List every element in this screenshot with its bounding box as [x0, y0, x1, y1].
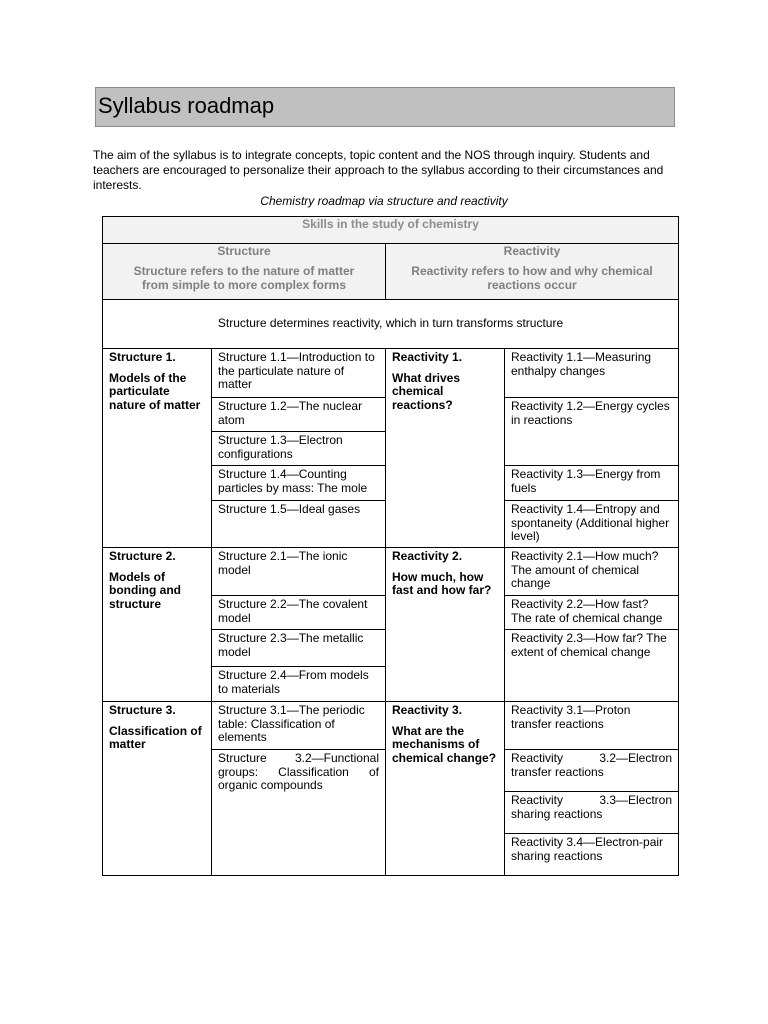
structure-header: Structure [217, 244, 271, 258]
section-subtitle: What are the mechanisms of chemical change? [392, 723, 497, 765]
reactivity-section-3 [386, 702, 505, 876]
structure-item: Structure 1.4—Counting particles by mass: The mole [212, 466, 386, 501]
section-title: Structure 1. [109, 350, 176, 364]
roadmap-table [102, 216, 679, 876]
reactivity-item: Reactivity 2.3—How far? The extent of chemical change [505, 630, 679, 702]
intro-paragraph: The aim of the syllabus is to integrate concepts, topic content and the NOS through inquiry. Students and teachers are encouraged to personalize their approach to the syllabus according to their circumstances and interests. [93, 148, 664, 192]
reactivity-description: Reactivity refers to how and why chemical reactions occur [411, 264, 653, 292]
section-subtitle: Models of bonding and structure [109, 569, 181, 611]
section-title: Reactivity 2. [392, 549, 463, 563]
reactivity-item: Reactivity 1.1—Measuring enthalpy changes [505, 349, 679, 398]
reactivity-section-1 [386, 349, 505, 548]
reactivity-header-cell [386, 244, 679, 300]
structure-section-3 [103, 702, 212, 876]
reactivity-item: Reactivity 3.1—Proton transfer reactions [505, 702, 679, 750]
structure-item: Structure 3.2—Functional groups: Classification of organic compounds [212, 750, 386, 876]
table-caption: Chemistry roadmap via structure and reactivity [260, 194, 508, 208]
reactivity-header: Reactivity [503, 244, 561, 258]
section-title: Structure 3. [109, 703, 176, 717]
page-title-bar [95, 87, 675, 127]
reactivity-section-2 [386, 548, 505, 702]
structure-section-2 [103, 548, 212, 702]
section-subtitle: How much, how fast and how far? [392, 569, 492, 597]
structure-description: Structure refers to the nature of matter from simple to more complex forms [133, 264, 355, 292]
reactivity-item: Reactivity 2.1—How much? The amount of chemical change [505, 548, 679, 596]
structure-item: Structure 2.3—The metallic model [212, 630, 386, 667]
skills-header: Skills in the study of chemistry [302, 217, 479, 231]
page-title: Syllabus roadmap [98, 93, 275, 118]
section-subtitle: What drives chemical reactions? [392, 370, 461, 412]
reactivity-item: Reactivity 1.3—Energy from fuels [505, 466, 679, 501]
structure-item: Structure 3.1—The periodic table: Classification of elements [212, 702, 386, 750]
reactivity-item: Reactivity 1.2—Energy cycles in reactions [505, 398, 679, 466]
structure-item: Structure 2.1—The ionic model [212, 548, 386, 596]
structure-header-cell [103, 244, 386, 300]
section-subtitle: Classification of matter [109, 723, 202, 751]
structure-item: Structure 1.2—The nuclear atom [212, 398, 386, 432]
skills-header-cell [103, 217, 679, 244]
reactivity-item: Reactivity 3.4—Electron-pair sharing reactions [505, 834, 679, 876]
structure-item: Structure 2.4—From models to materials [212, 667, 386, 702]
structure-section-1 [103, 349, 212, 548]
section-title: Reactivity 3. [392, 703, 463, 717]
section-title: Reactivity 1. [392, 350, 463, 364]
reactivity-item: Reactivity 2.2—How fast? The rate of chemical change [505, 596, 679, 630]
section-subtitle: Models of the particulate nature of matter [109, 370, 201, 412]
structure-item: Structure 1.5—Ideal gases [212, 501, 386, 548]
reactivity-item: Reactivity 3.3—Electron sharing reactions [505, 792, 679, 834]
reactivity-item: Reactivity 1.4—Entropy and spontaneity (Additional higher level) [505, 501, 679, 548]
structure-item: Structure 2.2—The covalent model [212, 596, 386, 630]
structure-item: Structure 1.3—Electron configurations [212, 432, 386, 466]
reactivity-item: Reactivity 3.2—Electron transfer reactions [505, 750, 679, 792]
section-title: Structure 2. [109, 549, 176, 563]
relationship-statement: Structure determines reactivity, which in turn transforms structure [103, 300, 679, 349]
structure-item: Structure 1.1—Introduction to the particulate nature of matter [212, 349, 386, 398]
